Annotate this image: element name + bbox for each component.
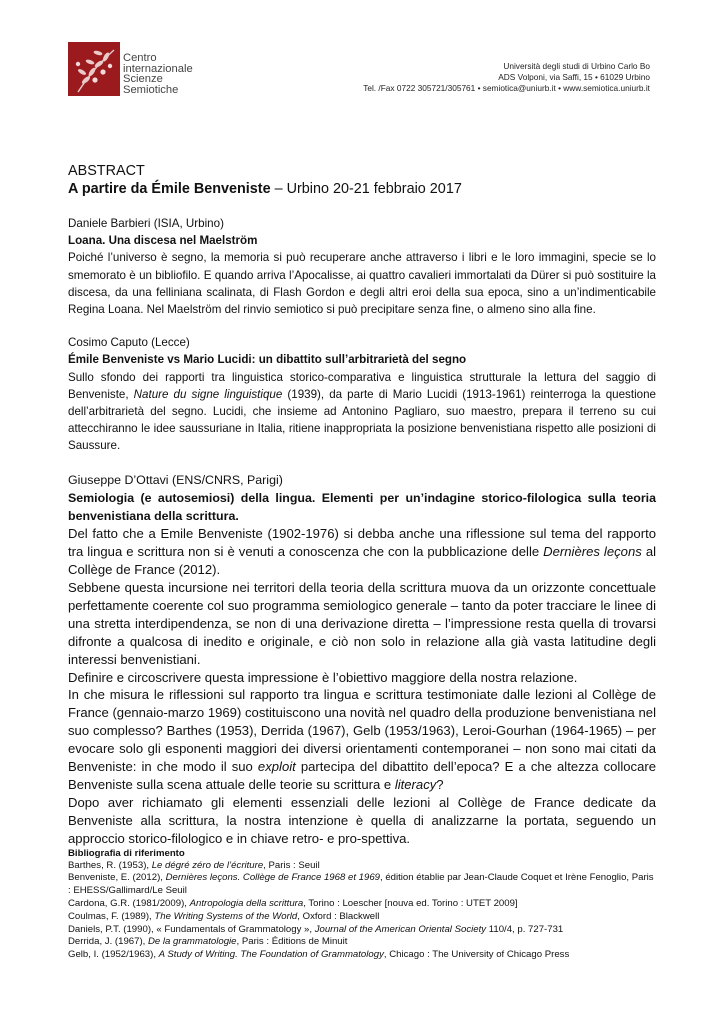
abstract-label: ABSTRACT [68, 163, 145, 179]
italic-title: Le dégré zéro de l’écriture [151, 859, 264, 871]
abstract-paragraph [68, 686, 656, 793]
logo-line: Semiotiche [123, 83, 179, 96]
italic-word: literacy [394, 776, 437, 792]
text-run: (1939), da parte di Mario Lucidi (1913-1961) reinterroga la questione dell’arbitrarietà del segno. Lucidi, che insieme ad Antonino Pagliaro, suo maestro, prepara il terreno su cui attecchiranno le idee saussuriane in Italia, ritiene inappropriata la posizione benvenistiana rispetto alle posizioni di Saussure. [68, 387, 656, 453]
bibliography-entry [68, 872, 656, 898]
event-date: – Urbino 20-21 febbraio 2017 [270, 181, 462, 197]
text-run: ? [436, 776, 444, 792]
event-title [68, 180, 656, 198]
italic-title: Antropologia della scrittura [189, 897, 304, 909]
text-run: 110/4, p. 727-731 [486, 923, 564, 935]
talk-title: Loana. Una discesa nel Maelström [68, 234, 258, 248]
text-run: Gelb, I. (1952/1963), [68, 949, 159, 961]
text-run: , Paris : Éditions de Minuit [236, 936, 348, 948]
institution-address [363, 61, 650, 94]
abstract-paragraph: Sebbene questa incursione nei territori della teoria della scrittura muova da un orizzonte concettuale perfettamente coerente col suo programma semiologico generale – tanto da poter tracciare le linee di una stretta interdipendenza, se non di una derivazione diretta – l’impressione resta quella di trovarsi difronte a qualcosa di inedito e originale, e ciò non solo in relazione alla già vasta latitudine degli interessi benvenistiani. [68, 579, 656, 667]
institution-street: ADS Volponi, via Saffi, 15 • 61029 Urbino [498, 72, 650, 82]
text-run: Coulmas, F. (1989), [68, 910, 155, 922]
olive-branch-icon [68, 42, 120, 96]
bibliography-entry [68, 898, 656, 911]
bibliography-entry [68, 860, 656, 873]
italic-title: Nature du signe linguistique [133, 387, 283, 401]
author-line: Daniele Barbieri (ISIA, Urbino) [68, 217, 224, 230]
text-run: Benveniste, E. (2012), [68, 872, 166, 884]
bibliography-entry [68, 949, 656, 962]
italic-title: De la grammatologie [147, 936, 237, 948]
logo-line: Scienze [123, 73, 163, 86]
italic-title: Journal of the American Oriental Society [314, 923, 487, 935]
text-run: partecipa del dibattito dell’epoca? E a che altezza collocare Benveniste sulla scena attuale delle teorie su scrittura e [68, 759, 656, 792]
text-run: Derrida, J. (1967), [68, 936, 148, 948]
bibliography-entry [68, 924, 656, 937]
italic-title: A Study of Writing. The Foundation of Grammatology [158, 949, 384, 961]
abstract-text: Poiché l’universo è segno, la memoria si può recuperare anche attraverso i libri e le loro immagini, specie se lo smemorato è un bibliofilo. E quando arriva l’Apocalisse, ai quattro cavalieri immortalati da Dürer si può sostituire la discesa, da una felliniana scalinata, di Flash Gordon e degli altri eroi della sua epoca, sino a un’indimenticabile Regina Loana. Nel Maelström del rinvio semiotico si può precipitare senza fine, o almeno sino alla fine. [68, 251, 656, 317]
abstract-dottavi [68, 471, 656, 848]
text-run: al Collège de France (2012). [68, 544, 657, 578]
logo-line: Centro [123, 52, 157, 64]
logo-wordmark [123, 53, 193, 95]
author-line: Giuseppe D’Ottavi (ENS/CNRS, Parigi) [68, 472, 283, 487]
text-run: Sullo sfondo dei rapporti tra linguistica storico-comparativa e linguistica strutturale la lettura del saggio di Benveniste, [68, 370, 656, 401]
abstract-paragraph: Dopo aver richiamato gli elementi essenziali delle lezioni al Collège de France dedicate da Benveniste alla scrittura, la nostra intenzione è quella di analizzarne la portata, seguendo un approccio storico-filologico e in chiave retro- e pro-spettiva. [68, 794, 656, 846]
text-run: , Torino : Loescher [nouva ed. Torino : UTET 2009] [303, 897, 518, 909]
abstract-paragraph [68, 525, 656, 579]
italic-word: exploit [257, 759, 296, 775]
text-run: In che misura le riflessioni sul rapporto tra lingua e scrittura testimoniate dalle lezioni al Collège de France (gennaio-marzo 1969) costituiscono una novità nel quadro della produzione benvenistiana nel suo complesso? Barthes (1953), Derrida (1967), Gelb (1953/1963), Leroi-Gourhan (1964-1965) – per evocare solo gli esponenti maggiori dei diversi orientamenti contemporanei – non sono mai citati da Benveniste: in che modo il suo [68, 687, 656, 775]
bibliography-entry [68, 911, 656, 924]
document-body [68, 162, 656, 962]
text-run: Daniels, P.T. (1990), « Fundamentals of Grammatology », [68, 923, 315, 935]
talk-title: Semiologia (e autosemiosi) della lingua. Elementi per un’indagine storico-filologica sulla teoria benvenistiana della scrittura. [68, 490, 656, 524]
author-line: Cosimo Caputo (Lecce) [68, 336, 190, 350]
bibliography-entry [68, 936, 656, 949]
italic-title: Dernières leçons. Collège de France 1968 et 1969 [165, 872, 380, 884]
bibliography [68, 848, 656, 962]
text-run: Barthes, R. (1953), [68, 859, 152, 871]
text-run: , édition établie par Jean-Claude Coquet et Irène Fenoglio, Paris : EHESS/Gallimard/Le Seuil [68, 872, 654, 897]
logo-line: internazionale [123, 62, 193, 75]
text-run: , Oxford : Blackwell [297, 910, 380, 922]
text-run: , Chicago : The University of Chicago Press [383, 949, 570, 961]
institution-name: Università degli studi di Urbino Carlo Bo [503, 61, 650, 71]
text-run: Del fatto che a Emile Benveniste (1902-1976) si debba anche una riflessione sul tema del rapporto tra lingua e scrittura non si è venuti a conoscenza che con la pubblicazione delle [68, 526, 656, 560]
logo-emblem [68, 42, 120, 96]
institution-contacts: Tel. /Fax 0722 305721/305761 • semiotica@uniurb.it • www.semiotica.uniurb.it [363, 83, 650, 93]
abstract-paragraph: Definire e circoscrivere questa impressione è l’obiettivo maggiore della nostra relazione. [68, 669, 578, 685]
italic-title: The Writing Systems of the World [154, 910, 298, 922]
abstract-caputo [68, 334, 656, 454]
event-title-bold: A partire da Émile Benveniste [68, 181, 271, 197]
bibliography-heading: Bibliografia di riferimento [68, 847, 185, 859]
talk-title: Émile Benveniste vs Mario Lucidi: un dibattito sull’arbitrarietà del segno [68, 353, 467, 367]
italic-title: Dernières leçons [543, 544, 642, 560]
text-run: Cardona, G.R. (1981/2009), [68, 897, 190, 909]
text-run: , Paris : Seuil [263, 859, 320, 871]
abstract-text [68, 369, 656, 455]
abstract-barbieri [68, 215, 656, 318]
